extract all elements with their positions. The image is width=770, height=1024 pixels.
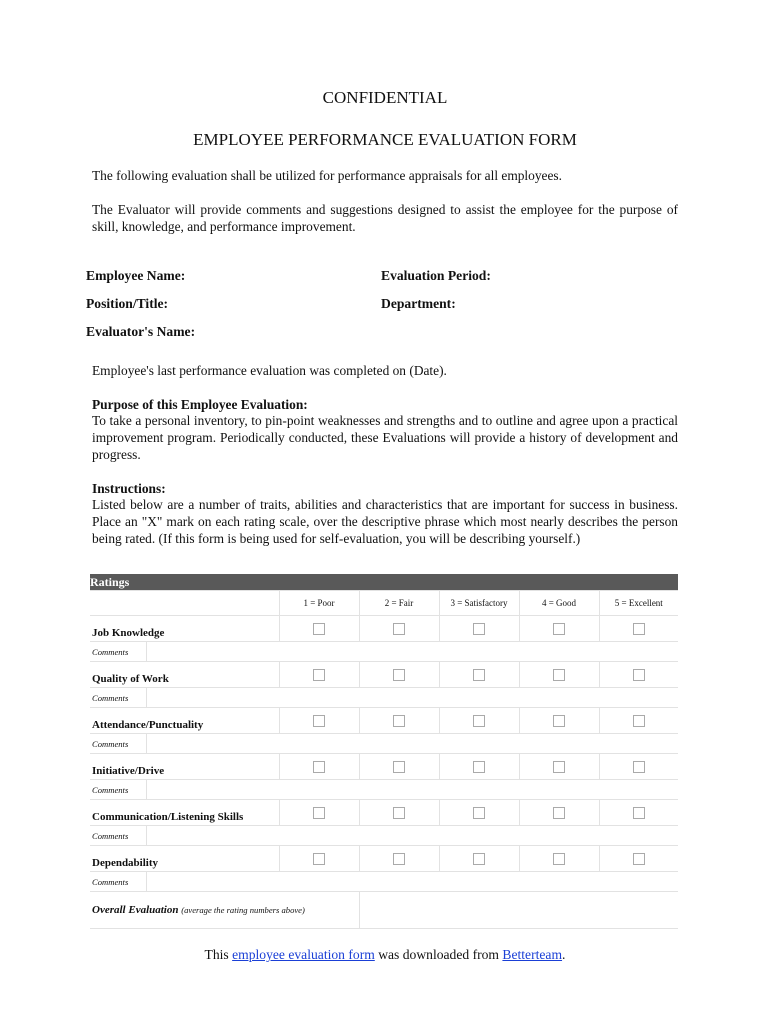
trait-name: Quality of Work [90,662,279,688]
rating-checkbox-2[interactable] [393,761,405,773]
comments-row-attendance-punctuality [90,734,678,754]
comments-label: Comments [90,734,146,754]
rating-cell [359,662,439,688]
rating-cell [519,708,599,734]
rating-checkbox-5[interactable] [633,623,645,635]
comments-field[interactable] [146,642,678,662]
trait-row-initiative-drive [90,754,678,780]
rating-checkbox-4[interactable] [553,623,565,635]
rating-cell [439,754,519,780]
instructions-text: Listed below are a number of traits, abilities and characteristics that are important for success in business. Place an "X" mark on each rating scale, over the descriptive phrase which most nearly describes the person being rated. (If this form is being used for self-evaluation, you will be describing yourself.) [92,497,678,546]
scale-label-5: 5 = Excellent [599,591,678,616]
trait-name: Dependability [90,846,279,872]
rating-cell [279,846,359,872]
rating-checkbox-5[interactable] [633,853,645,865]
evaluation-period-label: Evaluation Period: [381,268,491,283]
trait-name: Communication/Listening Skills [90,800,279,826]
betterteam-link[interactable]: Betterteam [502,947,563,962]
rating-checkbox-5[interactable] [633,761,645,773]
footer-suffix: . [562,947,566,962]
footer-middle: was downloaded from [374,947,503,962]
rating-cell [599,708,678,734]
rating-cell [599,616,678,642]
rating-checkbox-1[interactable] [313,853,325,865]
rating-cell [279,616,359,642]
comments-row-quality-of-work [90,688,678,708]
rating-checkbox-3[interactable] [473,853,485,865]
ratings-header-row [90,574,678,591]
rating-checkbox-2[interactable] [393,669,405,681]
rating-checkbox-4[interactable] [553,807,565,819]
scale-label-3: 3 = Satisfactory [439,591,519,616]
rating-checkbox-3[interactable] [473,807,485,819]
purpose-text: To take a personal inventory, to pin-point weaknesses and strengths and to outline and agree upon a practical improvement program. Periodically conducted, these Evaluations will provide a history of development and progress. [92,413,678,462]
comments-row-initiative-drive [90,780,678,800]
rating-checkbox-3[interactable] [473,715,485,727]
last-evaluation-text: Employee's last performance evaluation was completed on (Date). [92,363,447,378]
employee-evaluation-form-link[interactable]: employee evaluation form [232,947,375,962]
rating-checkbox-4[interactable] [553,761,565,773]
footer-attribution [0,947,770,963]
scale-label-2: 2 = Fair [359,591,439,616]
rating-checkbox-2[interactable] [393,623,405,635]
rating-cell [519,616,599,642]
rating-cell [359,800,439,826]
overall-evaluation-field[interactable] [359,892,678,929]
footer-prefix: This [204,947,233,962]
rating-checkbox-4[interactable] [553,715,565,727]
rating-checkbox-5[interactable] [633,715,645,727]
rating-checkbox-4[interactable] [553,853,565,865]
rating-cell [279,708,359,734]
position-title-label: Position/Title: [86,296,169,311]
rating-cell [439,616,519,642]
rating-cell [599,662,678,688]
rating-cell [359,616,439,642]
comments-label: Comments [90,872,146,892]
overall-evaluation-row [90,892,678,929]
rating-cell [279,662,359,688]
rating-cell [439,708,519,734]
rating-cell [439,846,519,872]
rating-cell [279,800,359,826]
comments-field[interactable] [146,734,678,754]
confidential-heading: CONFIDENTIAL [322,88,448,107]
overall-evaluation-label [90,892,359,929]
trait-row-communication-listening-skills [90,800,678,826]
rating-cell [519,846,599,872]
rating-cell [519,754,599,780]
trait-row-attendance-punctuality [90,708,678,734]
scale-label-4: 4 = Good [519,591,599,616]
rating-checkbox-2[interactable] [393,853,405,865]
rating-checkbox-5[interactable] [633,669,645,681]
rating-cell [279,754,359,780]
rating-cell [439,800,519,826]
comments-field[interactable] [146,826,678,846]
form-title: EMPLOYEE PERFORMANCE EVALUATION FORM [193,130,577,149]
rating-cell [519,800,599,826]
rating-cell [599,846,678,872]
comments-label: Comments [90,642,146,662]
comments-row-job-knowledge [90,642,678,662]
rating-cell [359,754,439,780]
rating-checkbox-2[interactable] [393,715,405,727]
overall-title: Overall Evaluation [92,904,179,916]
scale-label-1: 1 = Poor [279,591,359,616]
intro-paragraph-2: The Evaluator will provide comments and suggestions designed to assist the employee for the purpose of skill, knowledge, and performance improvement. [92,202,678,234]
rating-checkbox-2[interactable] [393,807,405,819]
comments-field[interactable] [146,872,678,892]
comments-field[interactable] [146,688,678,708]
comments-field[interactable] [146,780,678,800]
trait-row-dependability [90,846,678,872]
scale-spacer [90,591,279,616]
rating-checkbox-3[interactable] [473,761,485,773]
comments-row-dependability [90,872,678,892]
trait-name: Attendance/Punctuality [90,708,279,734]
rating-checkbox-4[interactable] [553,669,565,681]
rating-checkbox-1[interactable] [313,669,325,681]
rating-checkbox-1[interactable] [313,761,325,773]
rating-cell [599,754,678,780]
instructions-heading: Instructions: [92,481,166,496]
rating-checkbox-3[interactable] [473,669,485,681]
ratings-table [90,574,678,929]
evaluator-name-label: Evaluator's Name: [86,324,196,339]
rating-cell [599,800,678,826]
comments-label: Comments [90,780,146,800]
comments-label: Comments [90,826,146,846]
comments-row-communication-listening-skills [90,826,678,846]
purpose-heading: Purpose of this Employee Evaluation: [92,397,308,412]
rating-checkbox-1[interactable] [313,807,325,819]
intro-paragraph-1: The following evaluation shall be utilized for performance appraisals for all employees. [92,168,562,183]
overall-note: (average the rating numbers above) [181,905,305,915]
rating-scale-row [90,591,678,616]
rating-checkbox-1[interactable] [313,715,325,727]
ratings-header: Ratings [90,574,678,591]
trait-row-job-knowledge [90,616,678,642]
rating-cell [359,708,439,734]
department-label: Department: [381,296,456,311]
rating-checkbox-5[interactable] [633,807,645,819]
rating-cell [439,662,519,688]
rating-checkbox-3[interactable] [473,623,485,635]
rating-cell [359,846,439,872]
trait-row-quality-of-work [90,662,678,688]
rating-checkbox-1[interactable] [313,623,325,635]
trait-name: Job Knowledge [90,616,279,642]
employee-name-label: Employee Name: [86,268,186,283]
rating-cell [519,662,599,688]
trait-name: Initiative/Drive [90,754,279,780]
comments-label: Comments [90,688,146,708]
